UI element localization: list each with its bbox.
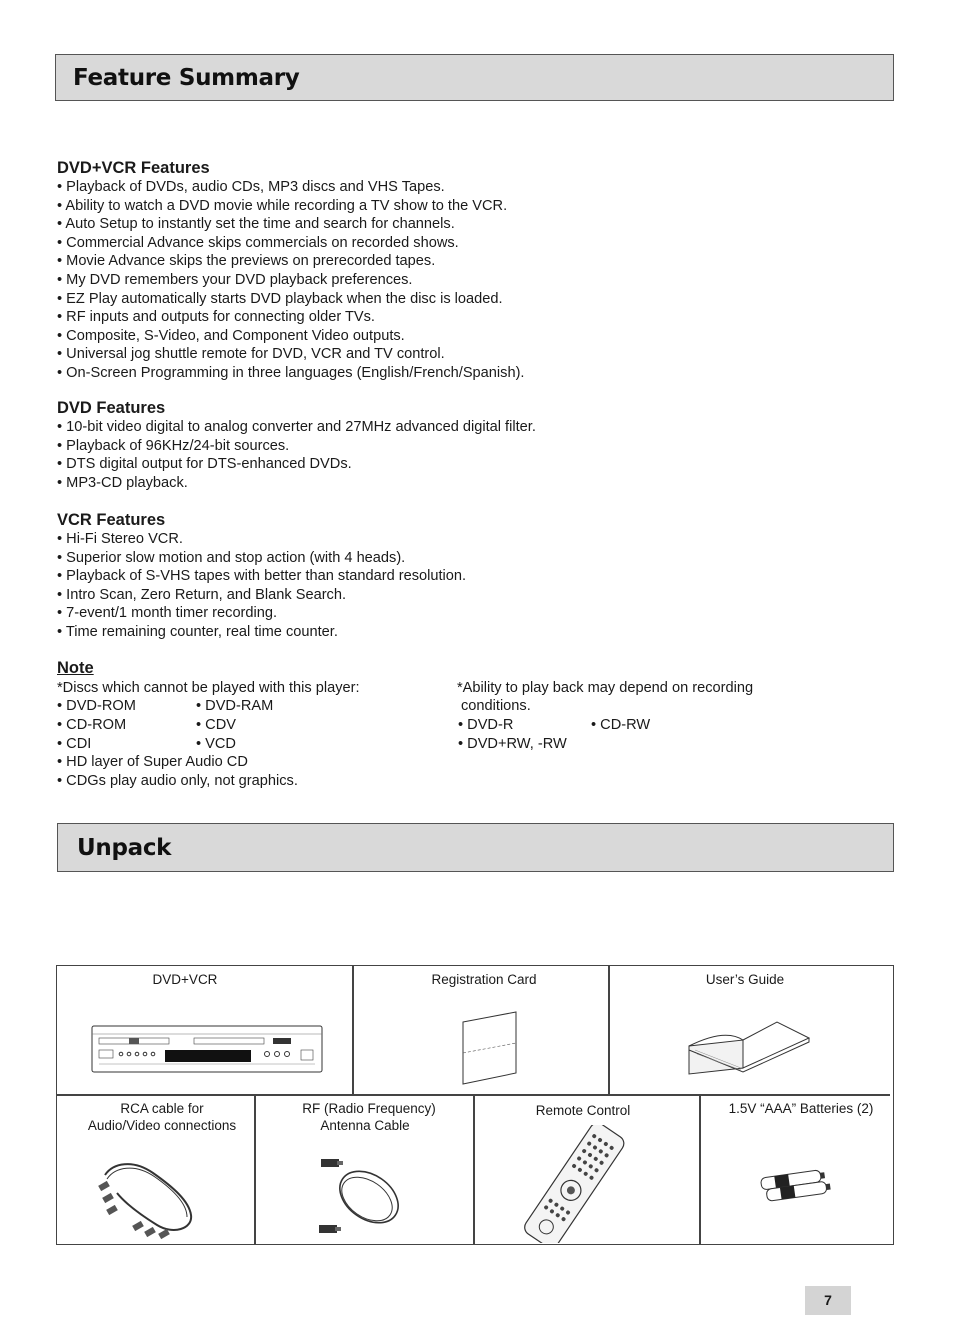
registration-card-illustration — [461, 1010, 521, 1086]
list-item: • Time remaining counter, real time counter. — [57, 623, 338, 640]
list-item: • Commercial Advance skips commercials on recorded shows. — [57, 234, 459, 251]
list-item: • Movie Advance skips the previews on prerecorded tapes. — [57, 253, 436, 270]
item-remote-control — [474, 1095, 699, 1245]
note-item: • CDI — [57, 736, 92, 752]
item-label: User’s Guide — [705, 972, 785, 987]
item-label: Antenna Cable — [320, 1118, 410, 1133]
dvd-vcr-unit-illustration — [91, 1024, 325, 1076]
unpack-banner — [57, 823, 894, 872]
note-item: • CD-RW — [591, 717, 651, 733]
dvd-features-heading: DVD Features — [57, 399, 166, 417]
note-item: • DVD+RW, -RW — [458, 736, 567, 752]
unpack-contents-table — [56, 965, 894, 1245]
list-item: • Universal jog shuttle remote for DVD, VCR and TV control. — [57, 346, 445, 363]
item-label: RCA cable for — [120, 1101, 204, 1116]
item-rca-cable — [57, 1095, 254, 1245]
item-users-guide — [609, 966, 890, 1094]
list-item: • DTS digital output for DTS-enhanced DVDs. — [57, 456, 352, 473]
page-number: 7 — [805, 1286, 851, 1315]
item-label: DVD+VCR — [152, 972, 218, 987]
list-item: • MP3-CD playback. — [57, 474, 188, 491]
dvd-vcr-features-section — [57, 159, 524, 383]
list-item: • On-Screen Programming in three languages (English/French/Spanish). — [57, 364, 525, 381]
list-item: • Superior slow motion and stop action (with 4 heads). — [57, 549, 406, 566]
list-item: • EZ Play automatically starts DVD playback when the disc is loaded. — [57, 290, 503, 307]
batteries-illustration — [756, 1167, 840, 1207]
list-item: • Playback of DVDs, audio CDs, MP3 discs and VHS Tapes. — [57, 179, 445, 195]
note-item: • CD-ROM — [57, 717, 127, 733]
list-item: • My DVD remembers your DVD playback preferences. — [57, 271, 413, 288]
list-item: • Playback of S-VHS tapes with better than standard resolution. — [57, 568, 467, 585]
list-item: • Composite, S-Video, and Component Video outputs. — [57, 327, 405, 344]
list-item: • Ability to watch a DVD movie while recording a TV show to the VCR. — [57, 197, 508, 214]
feature-summary-title: Feature Summary — [73, 65, 300, 91]
note-left-intro: *Discs which cannot be played with this player: — [57, 680, 360, 696]
note-item: • CDGs play audio only, not graphics. — [57, 773, 298, 789]
item-label: RF (Radio Frequency) — [302, 1101, 436, 1116]
note-item: • CDV — [196, 717, 236, 733]
item-dvd-vcr — [57, 966, 352, 1094]
note-item: • VCD — [196, 736, 236, 752]
dvd-features-section — [57, 399, 536, 492]
users-guide-illustration — [685, 1018, 815, 1080]
list-item: • Hi-Fi Stereo VCR. — [57, 531, 183, 547]
feature-summary-banner — [55, 54, 894, 101]
item-rf-cable — [255, 1095, 473, 1245]
note-title: Note — [57, 659, 94, 677]
list-item: • RF inputs and outputs for connecting older TVs. — [57, 309, 375, 326]
dvd-features-list — [57, 418, 536, 492]
item-label: Audio/Video connections — [87, 1118, 237, 1133]
rca-cable-illustration — [93, 1155, 203, 1241]
rf-cable-illustration — [317, 1153, 407, 1243]
note-right-intro-continued: conditions. — [461, 698, 531, 714]
dvd-vcr-features-list — [57, 178, 524, 383]
note-right-intro: *Ability to play back may depend on recording — [457, 680, 754, 696]
list-item: • 10-bit video digital to analog converter and 27MHz advanced digital filter. — [57, 419, 536, 435]
note-item: • DVD-R — [458, 717, 514, 733]
item-label: 1.5V “AAA” Batteries (2) — [728, 1101, 874, 1116]
note-item: • HD layer of Super Audio CD — [57, 754, 248, 770]
list-item: • 7-event/1 month timer recording. — [57, 605, 278, 622]
vcr-features-section — [57, 511, 466, 642]
item-label: Registration Card — [431, 972, 537, 987]
vcr-features-heading: VCR Features — [57, 511, 166, 529]
item-batteries — [700, 1095, 891, 1245]
dvd-vcr-features-heading: DVD+VCR Features — [57, 159, 210, 177]
unpack-title: Unpack — [77, 835, 172, 861]
remote-control-illustration — [514, 1125, 634, 1243]
list-item: • Playback of 96KHz/24-bit sources. — [57, 437, 290, 454]
item-label: Remote Control — [535, 1103, 631, 1118]
item-registration-card — [353, 966, 608, 1094]
note-item: • DVD-RAM — [196, 698, 274, 714]
list-item: • Intro Scan, Zero Return, and Blank Search. — [57, 586, 347, 603]
note-item: • DVD-ROM — [57, 698, 136, 714]
list-item: • Auto Setup to instantly set the time and search for channels. — [57, 216, 455, 233]
vcr-features-list — [57, 530, 466, 642]
